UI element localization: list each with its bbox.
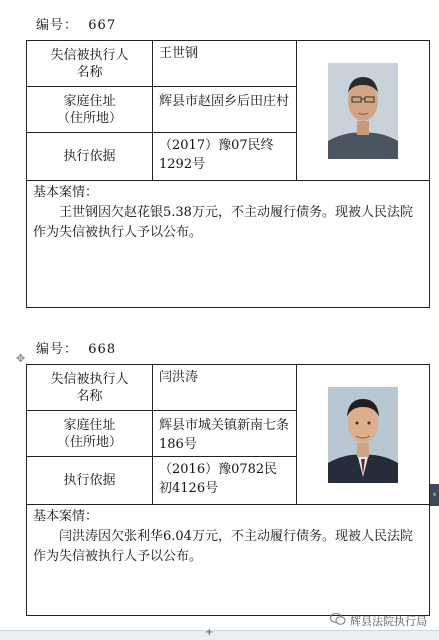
basis-row <box>27 133 297 181</box>
record-card <box>26 40 430 308</box>
name-label: 失信被执行人 名称 <box>27 41 153 86</box>
record-number <box>36 338 116 357</box>
address-row <box>27 411 297 457</box>
address-value: 辉县市赵固乡后田庄村 <box>153 87 297 132</box>
record-number-value: 668 <box>88 342 117 357</box>
case-body: 闫洪涛因欠张利华6.04万元，不主动履行债务。现被人民法院作为失信被执行人予以公布。 <box>33 529 413 564</box>
address-label: 家庭住址 （住所地） <box>27 87 153 132</box>
case-body: 王世钢因欠赵花银5.38万元，不主动履行债务。现被人民法院作为失信被执行人予以公布。 <box>33 205 413 240</box>
case-title: 基本案情： <box>33 185 99 200</box>
address-label: 家庭住址 （住所地） <box>27 411 153 456</box>
record-card <box>26 364 430 616</box>
record-number-label: 编号： <box>36 342 79 357</box>
basis-row <box>27 457 297 505</box>
record-number-label: 编号： <box>36 18 79 33</box>
photo-cell <box>297 365 429 505</box>
record-number-value: 667 <box>88 18 117 33</box>
record-number <box>36 14 116 33</box>
person-photo <box>328 387 398 483</box>
basis-value: （2016）豫0782民初4126号 <box>153 457 297 504</box>
case-section <box>27 505 429 569</box>
move-handle-icon[interactable]: ✥ <box>16 352 26 365</box>
case-section <box>27 181 429 245</box>
basis-label: 执行依据 <box>27 133 153 180</box>
name-value: 王世钢 <box>153 41 297 86</box>
name-label: 失信被执行人 名称 <box>27 365 153 410</box>
photo-cell <box>297 41 429 181</box>
address-row <box>27 87 297 133</box>
basis-value: （2017）豫07民终1292号 <box>153 133 297 180</box>
address-value: 辉县市城关镇新南七条186号 <box>153 411 297 456</box>
case-title: 基本案情： <box>33 509 99 524</box>
person-photo <box>328 63 398 159</box>
name-row <box>27 41 297 87</box>
chevron-right-icon[interactable]: ‹ <box>430 484 439 506</box>
watermark-text: 辉县法院执行局 <box>350 614 427 628</box>
basis-label: 执行依据 <box>27 457 153 504</box>
name-row <box>27 365 297 411</box>
name-value: 闫洪涛 <box>153 365 297 410</box>
scroll-handle-icon[interactable]: + <box>205 627 214 638</box>
watermark <box>330 612 427 629</box>
wechat-icon <box>330 612 346 629</box>
